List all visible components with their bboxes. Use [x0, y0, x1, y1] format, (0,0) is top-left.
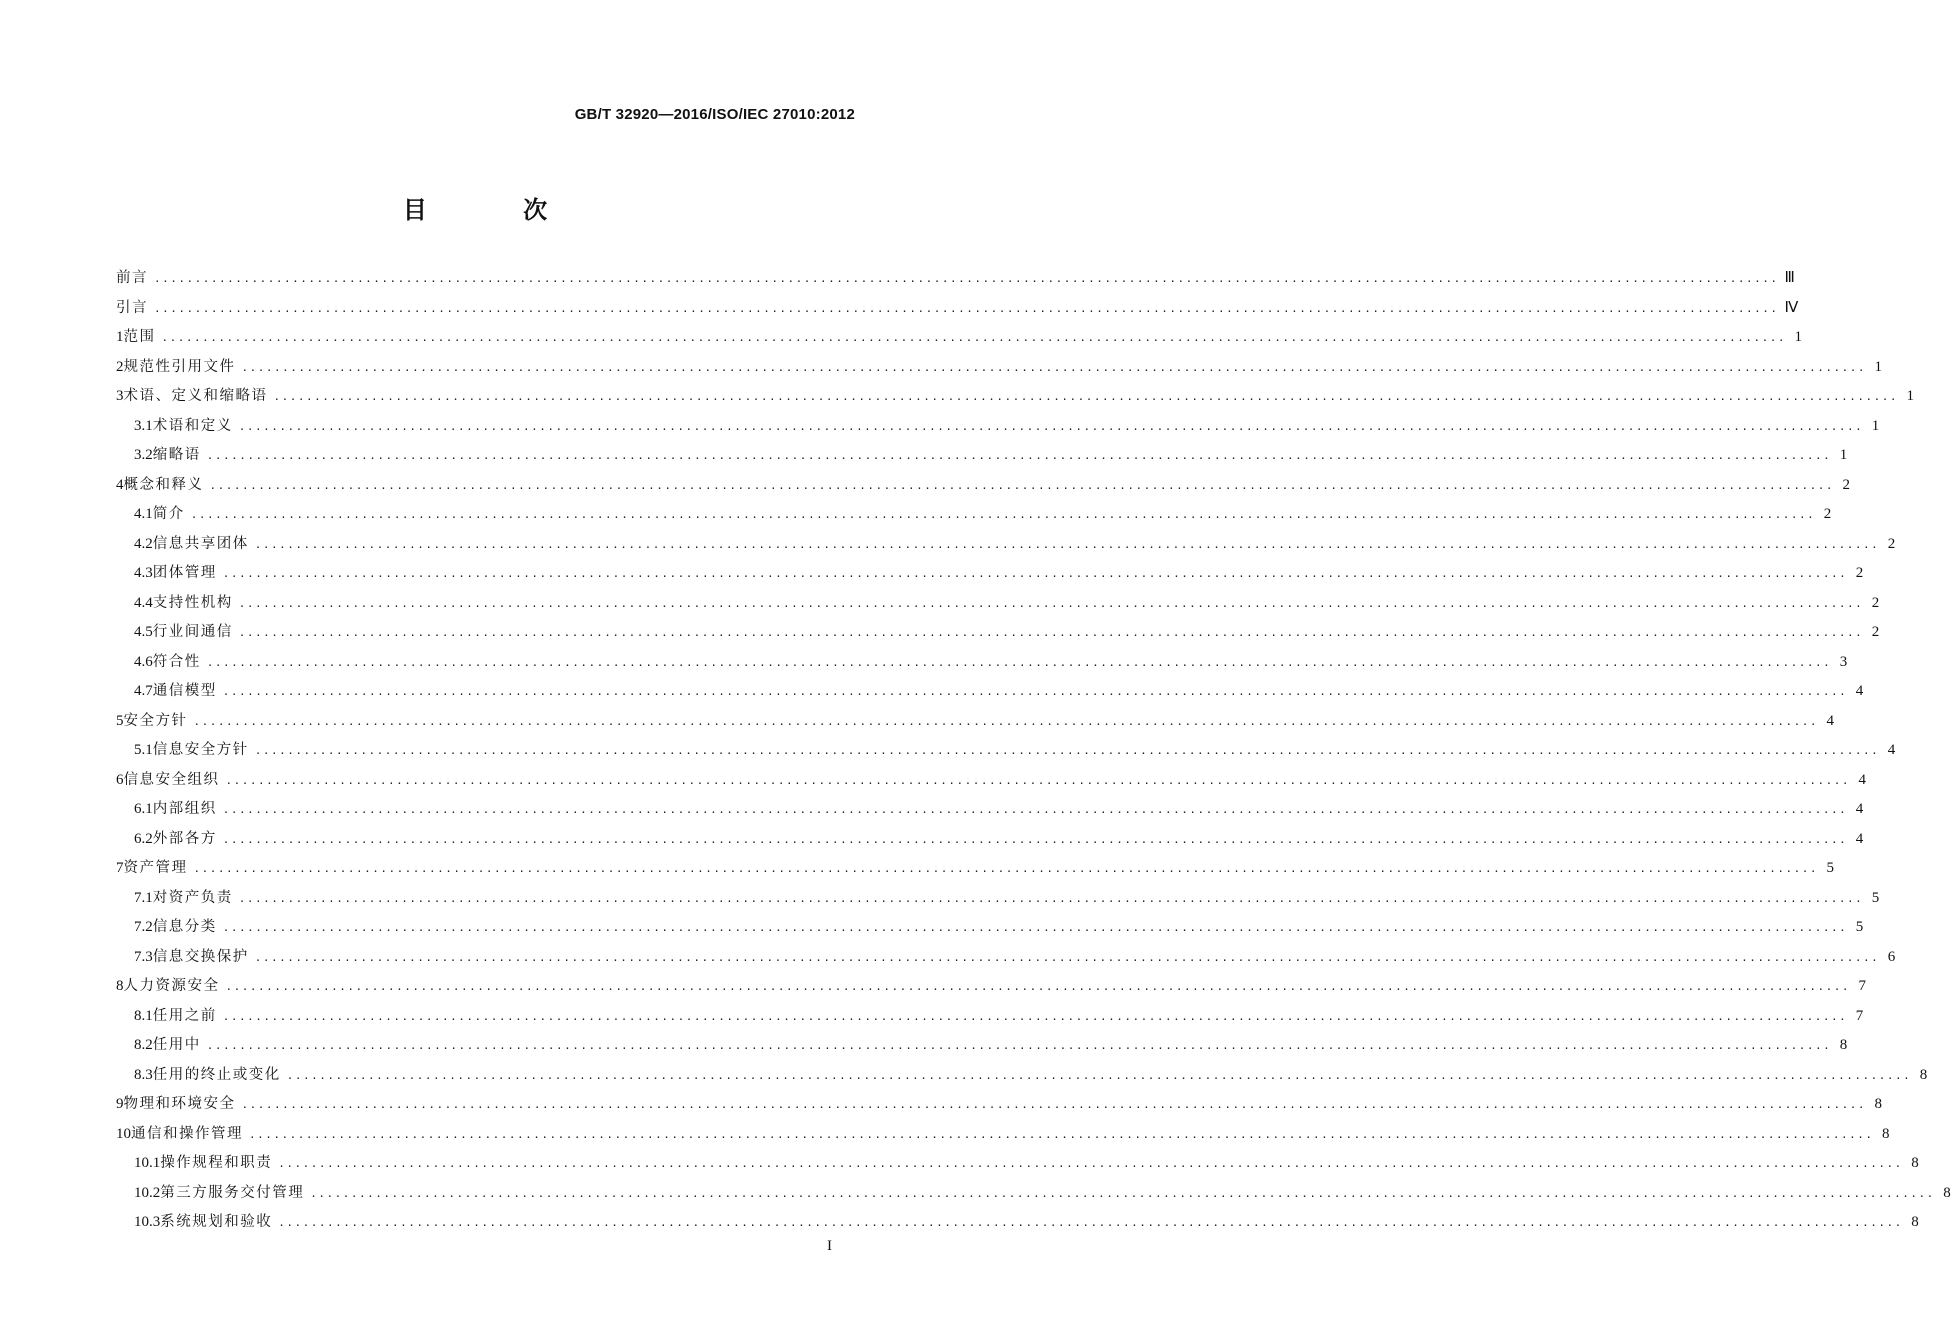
toc-entry-number: 4.5: [134, 624, 153, 640]
toc-entry[interactable]: [116, 1063, 1928, 1093]
toc-entry-page: 2: [1871, 624, 1880, 640]
toc-entry[interactable]: [116, 797, 1864, 827]
toc-entry-label: 信息安全方针: [152, 742, 249, 758]
toc-entry[interactable]: [116, 974, 1867, 1004]
toc-entry[interactable]: [116, 620, 1880, 650]
standard-code: GB/T 32920—2016/ISO/IEC 27010:2012: [574, 106, 855, 123]
toc-entry-page: 2: [1823, 506, 1832, 522]
toc-entry-number: 8.3: [134, 1066, 153, 1083]
toc-leader-dots: ........................................................................................................................................................................................................: [154, 272, 1779, 285]
toc-entry-label: 通信模型: [152, 683, 217, 699]
toc-entry-number: 5.1: [134, 742, 153, 758]
toc-leader-dots: ........................................................................................................................................................................................................: [222, 803, 1848, 816]
toc-entry[interactable]: [116, 738, 1896, 768]
toc-entry-number: 4.4: [134, 594, 153, 611]
toc-entry-label: 行业间通信: [152, 624, 233, 640]
toc-leader-dots: ........................................................................................................................................................................................................: [278, 1157, 1903, 1170]
toc-entry-number: 4.7: [134, 683, 153, 699]
toc-leader-dots: ........................................................................................................................................................................................................: [238, 596, 1864, 610]
toc-entry-number: 9: [116, 1096, 124, 1112]
toc-entry[interactable]: [116, 1210, 1919, 1240]
toc-entry-label: 任用的终止或变化: [152, 1066, 281, 1083]
toc-leader-dots: ........................................................................................................................................................................................................: [206, 449, 1832, 462]
toc-leader-dots: ........................................................................................................................................................................................................: [273, 390, 1899, 403]
toc-leader-dots: ........................................................................................................................................................................................................: [249, 1127, 1874, 1141]
toc-entry[interactable]: [116, 856, 1835, 886]
toc-entry-page: 4: [1855, 830, 1864, 847]
toc-entry-label: 任用中: [152, 1037, 201, 1053]
toc-entry-page: 8: [1839, 1037, 1848, 1053]
toc-entry-label: 人力资源安全: [123, 978, 220, 994]
toc-entry[interactable]: [116, 384, 1915, 414]
toc-entry-number: 4.6: [134, 653, 153, 670]
toc-entry-label: 物理和环境安全: [123, 1096, 236, 1112]
toc-entry[interactable]: [116, 1181, 1951, 1211]
toc-leader-dots: ........................................................................................................................................................................................................: [278, 1216, 1903, 1229]
toc-entry[interactable]: [116, 502, 1832, 532]
toc-entry-page: 3: [1839, 653, 1848, 670]
toc-entry-page: 7: [1858, 978, 1867, 994]
toc-entry-label: 规范性引用文件: [123, 358, 236, 375]
toc-entry-number: 8: [116, 978, 124, 994]
toc-entry-number: 2: [116, 358, 124, 375]
toc-entry-page: 4: [1826, 712, 1835, 729]
toc-entry-label: 前言: [116, 270, 148, 286]
toc-entry[interactable]: [116, 296, 1799, 326]
toc-leader-dots: ........................................................................................................................................................................................................: [222, 832, 1848, 846]
toc-entry-number: 10.2: [134, 1184, 161, 1201]
toc-leader-dots: ........................................................................................................................................................................................................: [241, 360, 1867, 374]
toc-entry-number: 1: [116, 329, 124, 345]
toc-entry-label: 通信和操作管理: [131, 1125, 243, 1142]
toc-entry-page: 8: [1911, 1214, 1919, 1230]
toc-entry-page: 2: [1855, 565, 1864, 581]
toc-entry-number: 8.2: [134, 1037, 153, 1053]
toc-entry-page: 5: [1871, 889, 1880, 906]
toc-entry-page: 1: [1871, 417, 1880, 434]
toc-leader-dots: ........................................................................................................................................................................................................: [222, 1009, 1848, 1023]
toc-entry-page: 4: [1887, 742, 1896, 758]
toc-leader-dots: ........................................................................................................................................................................................................: [254, 537, 1880, 551]
toc-entry-number: 7.2: [134, 919, 153, 935]
toc-entry-page: 4: [1855, 683, 1864, 699]
toc-entry-label: 外部各方: [152, 830, 217, 847]
toc-leader-dots: ........................................................................................................................................................................................................: [254, 744, 1880, 757]
toc-entry-number: 10: [116, 1125, 131, 1142]
toc-leader-dots: ........................................................................................................................................................................................................: [209, 478, 1835, 492]
toc-entry-page: 4: [1855, 801, 1864, 817]
toc-entry-number: 4.2: [134, 535, 153, 552]
toc-entry[interactable]: [116, 827, 1864, 857]
toc-leader-dots: ........................................................................................................................................................................................................: [206, 1039, 1832, 1052]
toc-entry[interactable]: [116, 650, 1848, 680]
toc-entry-number: 7: [116, 860, 124, 876]
toc-leader-dots: ........................................................................................................................................................................................................: [193, 714, 1819, 728]
toc-entry-label: 团体管理: [152, 565, 217, 581]
toc-entry-page: 8: [1874, 1096, 1883, 1112]
toc-entry-label: 范围: [123, 329, 156, 345]
toc-leader-dots: ........................................................................................................................................................................................................: [154, 301, 1779, 315]
toc-entry-number: 3.2: [134, 447, 153, 463]
toc-entry-number: 10.1: [134, 1155, 161, 1171]
toc-entry-page: 8: [1911, 1155, 1919, 1171]
toc-entry[interactable]: [116, 532, 1896, 562]
toc-entry[interactable]: [116, 561, 1864, 591]
toc-leader-dots: ........................................................................................................................................................................................................: [222, 921, 1848, 934]
toc-entry[interactable]: [116, 1033, 1848, 1063]
toc-entry[interactable]: [116, 768, 1867, 798]
toc-entry[interactable]: [116, 591, 1880, 621]
toc-entry[interactable]: [116, 414, 1880, 444]
toc-entry-label: 第三方服务交付管理: [160, 1184, 305, 1201]
toc-entry-label: 支持性机构: [152, 594, 233, 611]
toc-entry-page: 2: [1887, 535, 1896, 552]
toc-entry[interactable]: [116, 443, 1848, 473]
toc-entry-number: 6.2: [134, 830, 153, 847]
toc-entry-label: 术语和定义: [152, 417, 233, 434]
toc-entry-label: 信息分类: [152, 919, 217, 935]
toc-entry-page: Ⅲ: [1784, 270, 1795, 286]
toc-entry-number: 3.1: [134, 417, 153, 434]
toc-leader-dots: ........................................................................................................................................................................................................: [238, 626, 1864, 639]
toc-entry[interactable]: [116, 355, 1883, 385]
toc-entry-label: 操作规程和职责: [160, 1155, 273, 1171]
toc-entry-number: 4.3: [134, 565, 153, 581]
toc-entry-page: 7: [1855, 1007, 1864, 1024]
toc-entry[interactable]: [116, 709, 1835, 739]
toc-entry-label: 符合性: [152, 653, 201, 670]
toc-entry-label: 概念和释义: [123, 476, 204, 493]
toc-entry-page: 5: [1826, 860, 1835, 876]
page-number: I: [827, 1238, 832, 1254]
toc-entry[interactable]: [116, 1004, 1864, 1034]
toc-entry-label: 信息交换保护: [152, 948, 249, 965]
toc-entry[interactable]: [116, 886, 1880, 916]
toc-entry-page: 4: [1858, 771, 1867, 788]
toc-entry-page: 1: [1839, 447, 1848, 463]
toc-entry-number: 6: [116, 771, 124, 788]
toc-entry[interactable]: [116, 915, 1864, 945]
toc-entry-label: 任用之前: [152, 1007, 217, 1024]
toc-entry-page: 6: [1887, 948, 1896, 965]
toc-entry-page: 8: [1882, 1125, 1890, 1142]
toc-entry-number: 4: [116, 476, 124, 493]
toc-entry-page: 5: [1855, 919, 1864, 935]
table-of-contents: [116, 266, 1951, 1240]
toc-entry-page: 2: [1871, 594, 1880, 611]
toc-entry[interactable]: [116, 1122, 1890, 1152]
toc-entry-number: 7.1: [134, 889, 153, 906]
toc-entry-label: 资产管理: [123, 860, 188, 876]
toc-leader-dots: ........................................................................................................................................................................................................: [206, 655, 1832, 669]
toc-leader-dots: ........................................................................................................................................................................................................: [254, 950, 1880, 964]
toc-leader-dots: ........................................................................................................................................................................................................: [286, 1068, 1912, 1082]
toc-entry-page: 8: [1919, 1066, 1928, 1083]
toc-entry-page: 1: [1874, 358, 1883, 375]
toc-entry-page: 1: [1794, 329, 1803, 345]
toc-entry-label: 简介: [152, 506, 185, 522]
toc-leader-dots: ........................................................................................................................................................................................................: [241, 1098, 1867, 1111]
toc-entry-label: 信息共享团体: [152, 535, 249, 552]
toc-entry-page: 2: [1842, 476, 1851, 493]
toc-leader-dots: ........................................................................................................................................................................................................: [222, 685, 1848, 698]
toc-leader-dots: ........................................................................................................................................................................................................: [238, 891, 1864, 905]
toc-entry-label: 安全方针: [123, 712, 188, 729]
toc-entry[interactable]: [116, 1092, 1883, 1122]
toc-entry[interactable]: [116, 473, 1851, 503]
toc-entry-page: Ⅳ: [1784, 299, 1799, 316]
toc-entry-number: 5: [116, 712, 124, 729]
toc-entry-number: 6.1: [134, 801, 153, 817]
toc-entry[interactable]: [116, 945, 1896, 975]
toc-entry-label: 系统规划和验收: [160, 1214, 273, 1230]
toc-entry-label: 引言: [116, 299, 148, 316]
toc-entry[interactable]: [116, 679, 1864, 709]
toc-leader-dots: ........................................................................................................................................................................................................: [238, 419, 1864, 433]
toc-entry-label: 内部组织: [152, 801, 217, 817]
toc-leader-dots: ........................................................................................................................................................................................................: [190, 508, 1816, 521]
toc-entry-label: 缩略语: [152, 447, 201, 463]
toc-leader-dots: ........................................................................................................................................................................................................: [225, 773, 1851, 787]
toc-entry[interactable]: [116, 266, 1795, 296]
page-title-text: 目 次: [402, 196, 592, 224]
toc-leader-dots: ........................................................................................................................................................................................................: [310, 1186, 1935, 1200]
toc-entry-page: 1: [1906, 388, 1915, 404]
toc-entry-page: 8: [1943, 1184, 1951, 1201]
toc-leader-dots: ........................................................................................................................................................................................................: [222, 567, 1848, 580]
toc-leader-dots: ........................................................................................................................................................................................................: [193, 862, 1819, 875]
toc-entry[interactable]: [116, 1151, 1919, 1181]
toc-entry-number: 10.3: [134, 1214, 161, 1230]
toc-entry[interactable]: [116, 325, 1803, 355]
toc-entry-label: 信息安全组织: [123, 771, 220, 788]
page-title: [0, 190, 950, 225]
toc-entry-number: 8.1: [134, 1007, 153, 1024]
toc-leader-dots: ........................................................................................................................................................................................................: [225, 980, 1851, 993]
toc-entry-label: 术语、定义和缩略语: [123, 388, 268, 404]
toc-entry-number: 7.3: [134, 948, 153, 965]
toc-entry-number: 4.1: [134, 506, 153, 522]
toc-entry-number: 3: [116, 388, 124, 404]
toc-entry-label: 对资产负责: [152, 889, 233, 906]
toc-leader-dots: ........................................................................................................................................................................................................: [161, 331, 1787, 344]
